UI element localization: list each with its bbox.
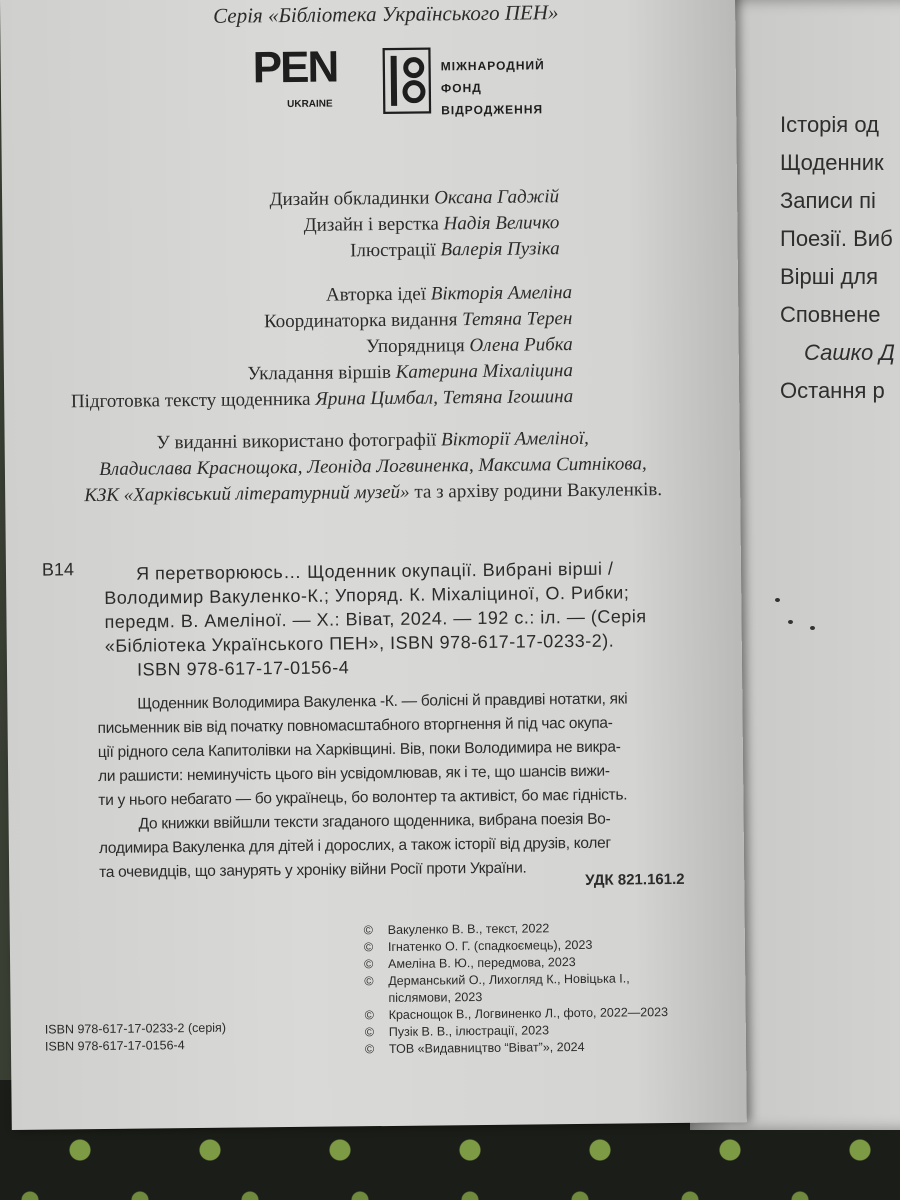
biblio-line: ISBN 978-617-17-0156-4	[136, 657, 350, 680]
credit-name: Катерина Міхаліцина	[395, 360, 574, 383]
annotation-line: До книжки ввійшли тексти згаданого щоденника, вибрана поезія Во-	[138, 810, 611, 833]
annotation-line: ції рідного села Капитолівки на Харківщині. Вів, поки Володимира не викра-	[97, 738, 621, 762]
credit-name: Надія Величко	[443, 212, 560, 235]
annotation	[97, 687, 699, 885]
copyright-continuation: післямови, 2023	[388, 990, 483, 1005]
copyright-icon: ©	[364, 1042, 375, 1057]
credit-role: Ілюстрації	[349, 239, 436, 262]
credit-line	[270, 210, 560, 239]
annotation-line: письменник вів від початку повномасштабного вторгнення й під час окупа-	[97, 714, 613, 738]
design-credits	[269, 184, 559, 265]
copyright-icon: ©	[364, 1025, 375, 1040]
photo-credits	[53, 425, 694, 510]
copyright-text: Дерманський О., Лихогляд К., Новіцька І.,	[388, 971, 630, 988]
copyright-text: Пузік В. В., ілюстрації, 2023	[388, 1023, 550, 1039]
pen-ukraine-logo	[248, 42, 359, 123]
udk-code: УДК 821.161.2	[585, 870, 685, 889]
toc-item: Історія од	[780, 112, 879, 137]
copyright-text: Ігнатенко О. Г. (спадкоємець), 2023	[387, 937, 593, 954]
copyright-item	[365, 1004, 669, 1024]
text-credits	[70, 280, 574, 415]
pen-logo-word: PEN	[252, 42, 338, 93]
irf-line: ФОНД	[440, 80, 482, 96]
credit-line	[71, 384, 574, 415]
ink-specks	[770, 590, 830, 640]
credit-name: Олена Рибка	[469, 334, 573, 357]
photo-text: Вікторії Амеліної,	[440, 427, 589, 451]
toc-item: Записи пі	[780, 188, 876, 213]
credit-role: Упорядниця	[366, 335, 465, 358]
irf-line: МІЖНАРОДНИЙ	[440, 58, 545, 74]
copyright-item	[364, 970, 668, 990]
series-title: Серія «Бібліотека Українського ПЕН»	[213, 0, 559, 28]
isbn-line: ISBN 978-617-17-0156-4	[44, 1038, 185, 1054]
copyright-text: Амеліна В. Ю., передмова, 2023	[388, 955, 576, 971]
credit-role: Авторка ідеї	[325, 283, 427, 306]
copyright-text: Вакуленко В. В., текст, 2022	[387, 921, 550, 937]
copyright-text: Краснощок В., Логвиненко Л., фото, 2022—2023	[388, 1005, 669, 1022]
toc-item: Вірші для	[780, 264, 879, 289]
annotation-line: лодимира Вакуленка для дітей і дорослих, а також історії від друзів, колег	[98, 834, 611, 858]
photo-text: та з архіву родини Вакуленків.	[409, 479, 663, 503]
biblio-line: «Бібліотека Українського ПЕН», ISBN 978-617-17-0233-2).	[104, 630, 615, 656]
copyright-icon: ©	[363, 940, 374, 955]
annotation-line: та очевидців, що занурять у хроніку війни Росії проти України.	[99, 859, 527, 882]
isbn-line: ISBN 978-617-17-0233-2 (серія)	[44, 1020, 227, 1037]
toc-item: Щоденник	[780, 150, 884, 175]
credit-line	[269, 184, 559, 213]
copyright-item	[365, 1038, 669, 1058]
toc-list	[780, 112, 895, 416]
biblio-line: Я перетворююсь… Щоденник окупації. Вибрані вірші /	[135, 558, 614, 584]
annotation-line: ли рашисти: неминучість цього він усвідомлював, як і те, що шансів вижи-	[98, 762, 610, 786]
credit-role: Дизайн і верстка	[303, 213, 439, 236]
photo-line	[53, 477, 693, 510]
copyright-icon: ©	[364, 957, 374, 972]
irf-logo-text	[441, 54, 546, 121]
copyright-icon: ©	[364, 1008, 374, 1023]
pen-logo-subtitle: UKRAINE	[287, 98, 333, 110]
photo-text: Владислава Краснощока, Леоніда Логвиненка, Максима Ситнікова,	[99, 453, 647, 480]
toc-item: Поезії. Виб	[780, 226, 893, 251]
credit-name: Тетяна Терен	[462, 308, 573, 331]
toc-item: Остання р	[780, 378, 885, 403]
credit-name: Ярина Цимбал, Тетяна Ігошина	[315, 386, 574, 410]
credit-line	[270, 236, 560, 265]
credit-name: Вікторія Амеліна	[430, 282, 573, 305]
credit-role: Дизайн обкладинки	[269, 187, 430, 211]
toc-item: Сашко Д	[804, 340, 895, 365]
bibliographic-record	[104, 556, 697, 682]
irf-icon	[383, 47, 432, 113]
copyright-list	[364, 919, 669, 1058]
copyright-text: ТОВ «Видавництво “Віват”», 2024	[388, 1039, 585, 1056]
credit-role: Підготовка тексту щоденника	[70, 388, 311, 413]
credit-name: Валерія Пузіка	[440, 238, 560, 261]
irf-line: ВІДРОДЖЕННЯ	[441, 102, 544, 118]
copyright-icon: ©	[364, 974, 374, 989]
annotation-line: ти у нього небагато — бо українець, бо волонтер та активіст, бо має гідність.	[98, 786, 628, 810]
credit-role: Координаторка видання	[263, 309, 458, 333]
copyright-icon: ©	[363, 923, 374, 938]
catalog-code: В14	[41, 559, 75, 580]
biblio-line: передм. В. Амеліної. — Х.: Віват, 2024. — 192 с.: іл. — (Серія	[104, 606, 647, 632]
biblio-line: Володимир Вакуленко-К.; Упоряд. К. Міхаліциної, О. Рибки;	[104, 582, 630, 608]
toc-item: Сповнене	[780, 302, 881, 327]
photo-text: КЗК «Харківський літературний музей»	[84, 481, 410, 507]
credit-role: Укладання віршів	[247, 361, 392, 385]
annotation-line: Щоденник Володимира Вакуленка -К. — болісні й правдиві нотатки, які	[137, 690, 628, 713]
isbn-list	[45, 1020, 227, 1056]
credit-name: Оксана Гаджій	[434, 186, 560, 209]
photo-text: У виданні використано фотографії	[156, 429, 442, 454]
